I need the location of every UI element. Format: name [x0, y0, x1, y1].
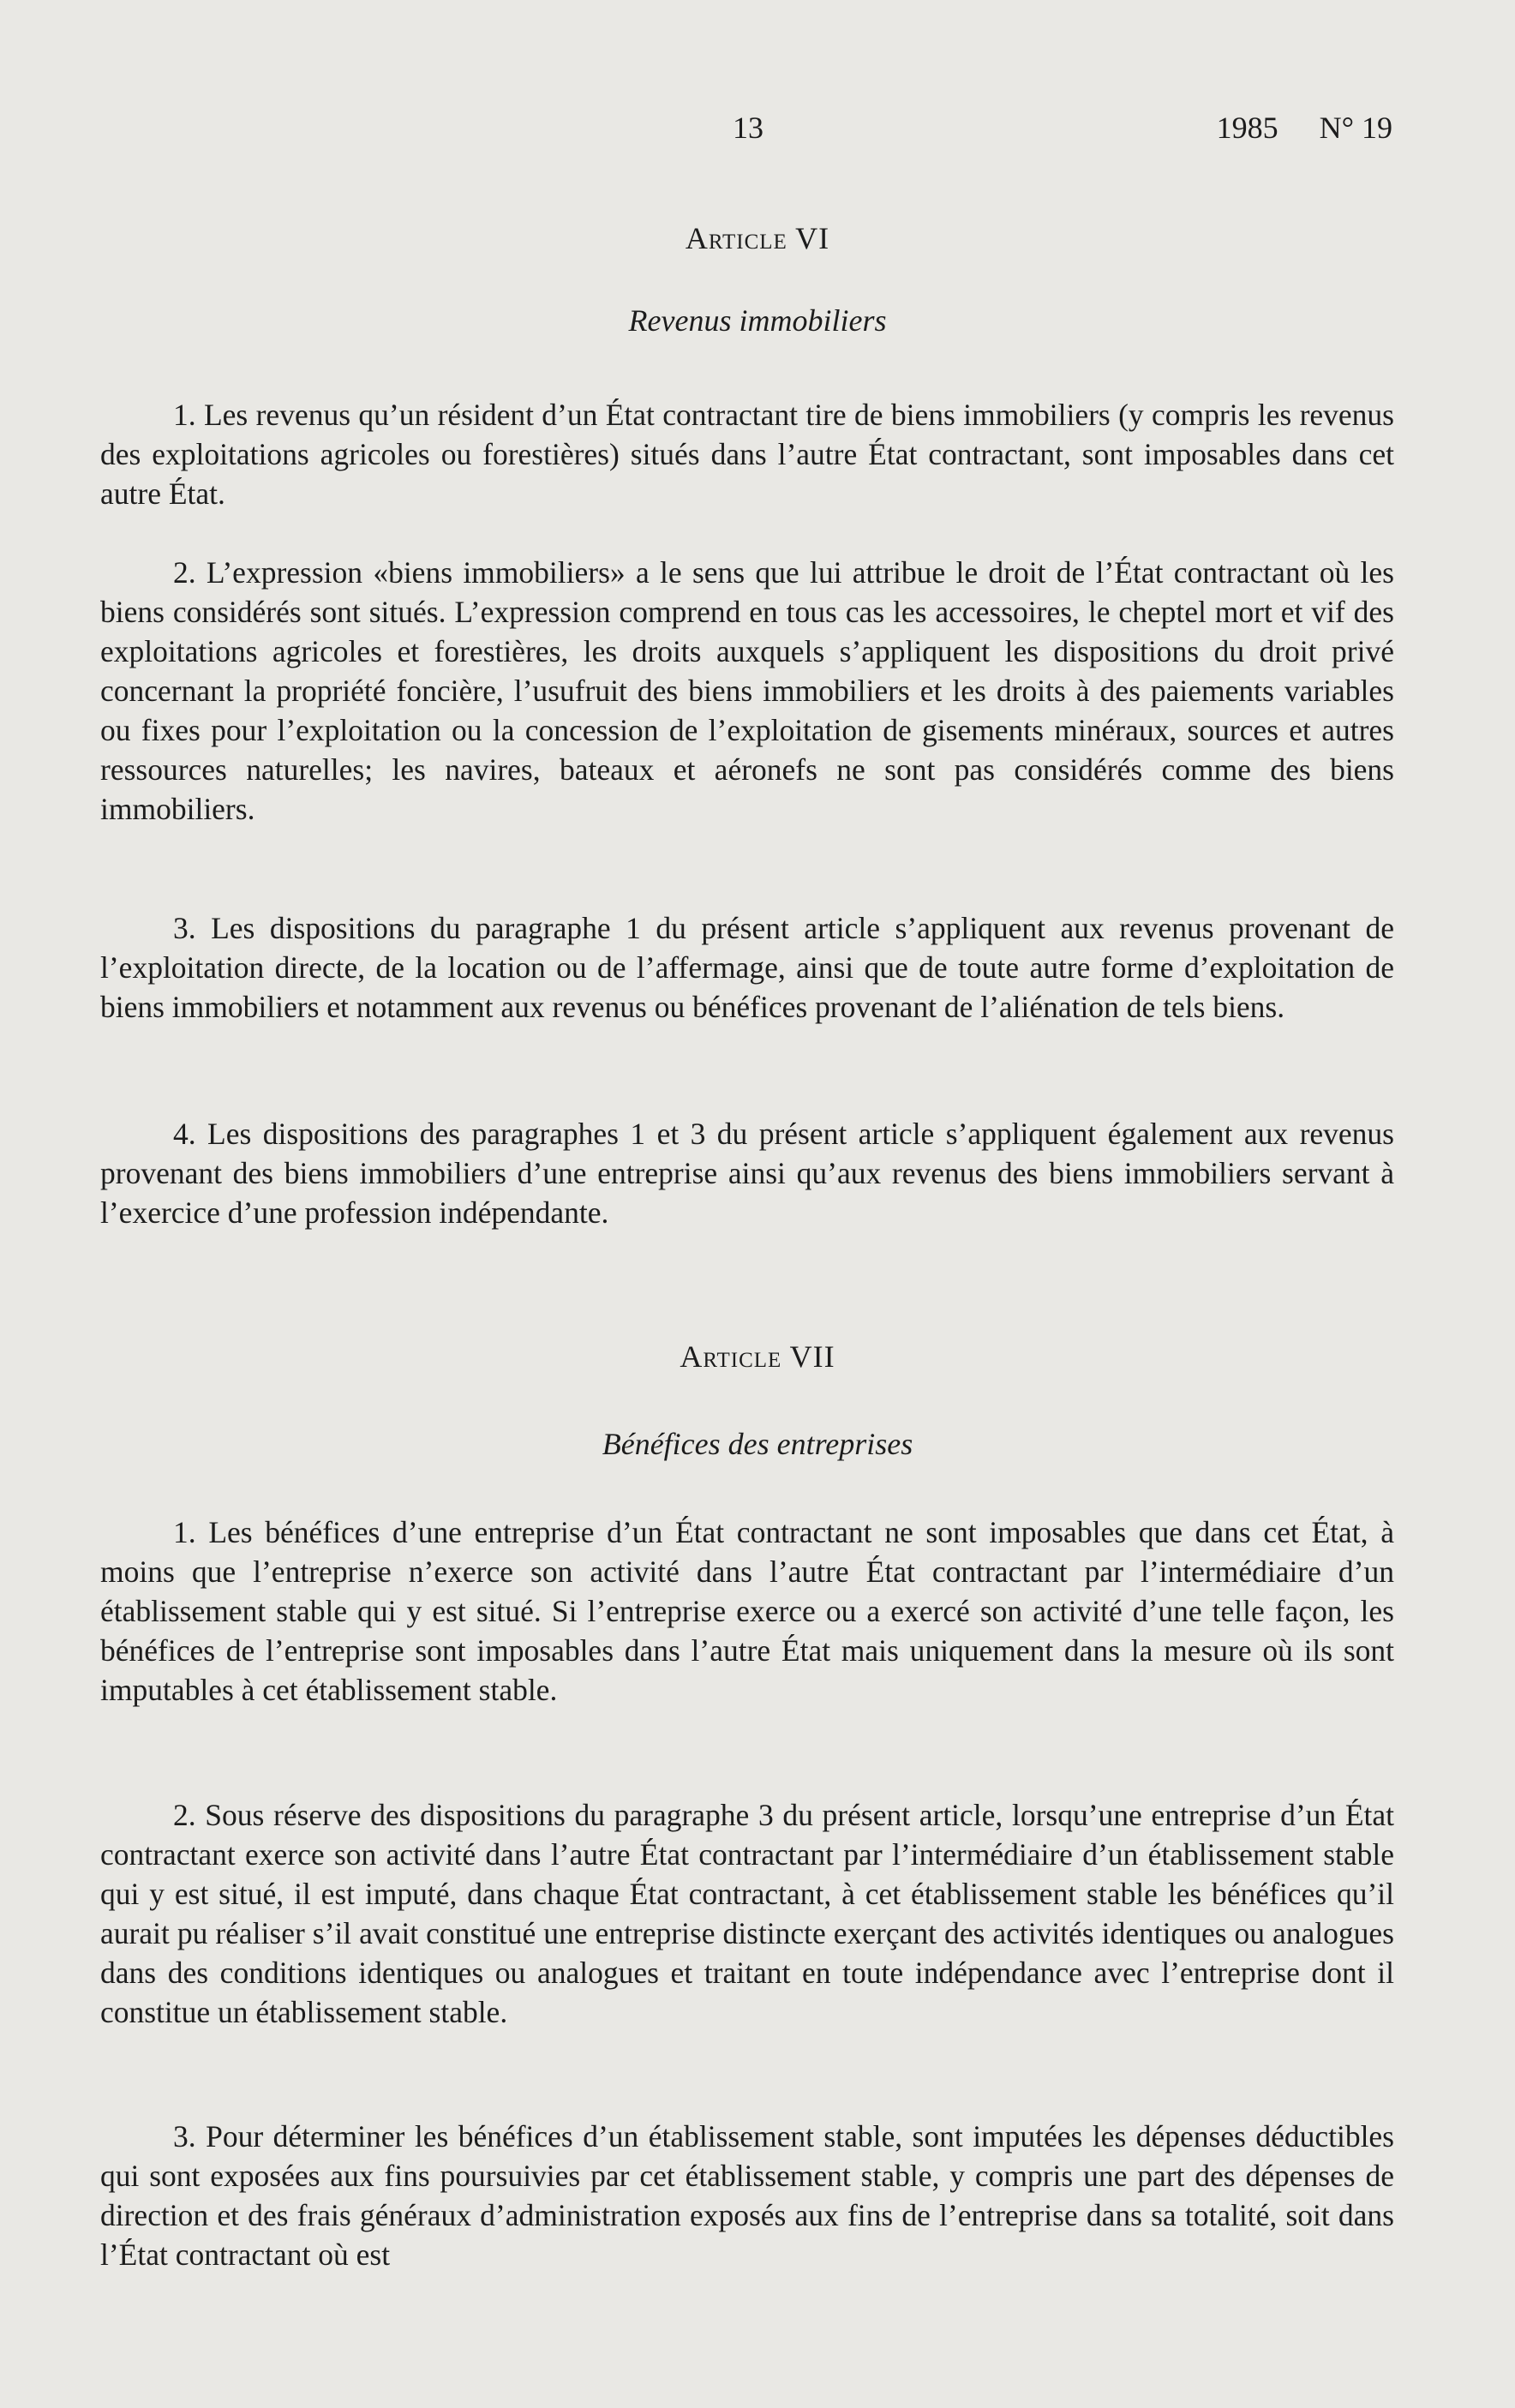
article-vi-subtitle: Revenus immobiliers [628, 303, 887, 338]
article-vi-paragraph-4: 4. Les dispositions des paragraphes 1 et 3 du présent article s’appliquent également aux revenus provenant des biens immobiliers d’une entreprise ainsi qu’aux revenus des biens immobiliers servant à l’exercice d’une profession indépendante. [100, 1117, 1394, 1230]
article-vii-subtitle: Bénéfices des entreprises [602, 1427, 913, 1461]
article-vi-paragraph-3: 3. Les dispositions du paragraphe 1 du présent article s’appliquent aux revenus provenant de l’exploitation directe, de la location ou de l’affermage, ainsi que de toute autre forme d’exploitation de biens immobiliers et notamment aux revenus ou bénéfices provenant de l’aliénation de tels biens. [100, 911, 1394, 1024]
article-vi-paragraph-2: 2. L’expression «biens immobiliers» a le sens que lui attribue le droit de l’État contractant où les biens considérés sont situés. L’expression comprend en tous cas les accessoires, le cheptel mort et vif des exploitations agricoles et forestières, les droits auxquels s’appliquent les dispositions du droit privé concernant la propriété foncière, l’usufruit des biens immobiliers et les droits à des paiements variables ou fixes pour l’exploitation ou la concession de l’exploitation de gisements minéraux, sources et autres ressources naturelles; les navires, bateaux et aéronefs ne sont pas considérés comme des biens immobiliers. [100, 555, 1394, 826]
article-vii-paragraph-2: 2. Sous réserve des dispositions du paragraphe 3 du présent article, lorsqu’une entreprise d’un État contractant exerce son activité dans l’autre État contractant par l’intermédiaire d’un établissement stable qui y est situé, il est imputé, dans chaque État contractant, à cet établissement stable les bénéfices qu’il aurait pu réaliser s’il avait constitué une entreprise distincte exerçant des activités identiques ou analogues dans des conditions identiques ou analogues et traitant en toute indépendance avec l’entreprise dont il constitue un établissement stable. [100, 1798, 1394, 2029]
page-number: 13 [733, 111, 763, 145]
article-vii-paragraph-1: 1. Les bénéfices d’une entreprise d’un État contractant ne sont imposables que dans cet État, à moins que l’entreprise n’exerce son activité dans l’autre État contractant par l’intermédiaire d’un établissement stable qui y est situé. Si l’entreprise exerce ou a exercé son activité d’une telle façon, les bénéfices de l’entreprise sont imposables dans l’autre État mais uniquement dans la mesure où ils sont imputables à cet établissement stable. [100, 1515, 1394, 1707]
article-vii-heading: Article VII [680, 1339, 835, 1374]
page-header [99, 110, 1392, 161]
header-year: 1985 [1216, 111, 1278, 145]
article-vii-paragraph-3: 3. Pour déterminer les bénéfices d’un établissement stable, sont imputées les dépenses déductibles qui sont exposées aux fins poursuivies par cet établissement stable, y compris une part des dépenses de direction et des frais généraux d’administration exposés aux fins de l’entreprise dans sa totalité, soit dans l’État contractant où est [100, 2119, 1394, 2272]
header-issue-number: N° 19 [1319, 111, 1392, 145]
article-vi-paragraph-1: 1. Les revenus qu’un résident d’un État contractant tire de biens immobiliers (y compris les revenus des exploitations agricoles ou forestières) situés dans l’autre État contractant, sont imposables dans cet autre État. [100, 398, 1394, 511]
article-vi-heading: Article VI [685, 221, 830, 255]
header-reference [1217, 110, 1392, 146]
